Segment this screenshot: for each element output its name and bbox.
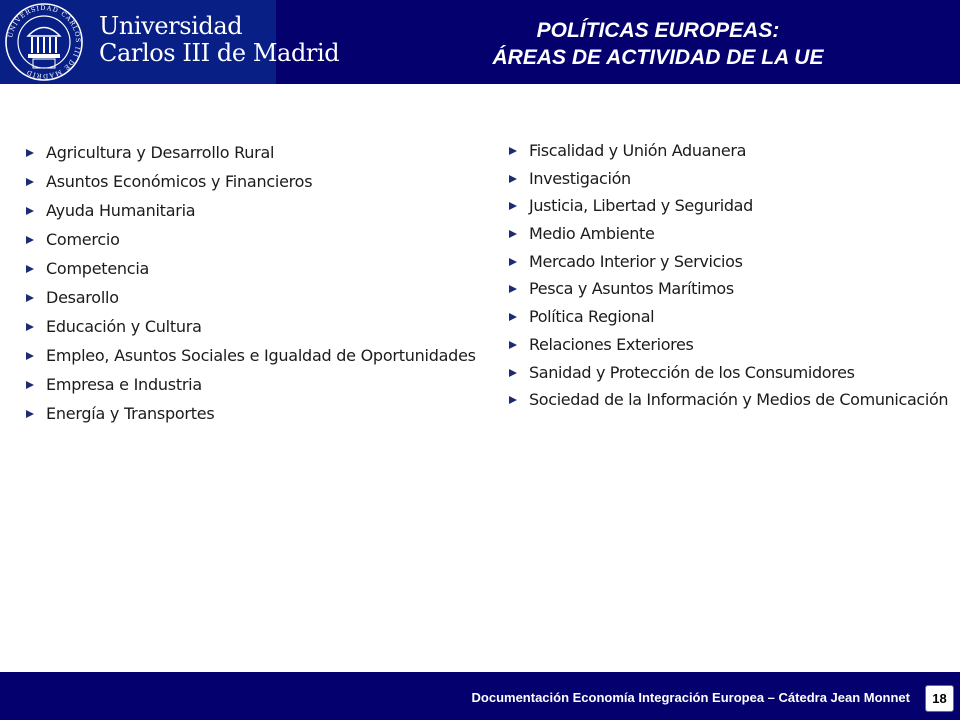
list-item bbox=[507, 224, 948, 252]
bullet-arrow-icon bbox=[509, 175, 517, 183]
page-number: 18 bbox=[925, 685, 954, 712]
bullet-arrow-icon bbox=[26, 323, 34, 331]
list-item bbox=[24, 346, 476, 375]
university-name-line1: Universidad bbox=[99, 12, 243, 40]
bullet-arrow-icon bbox=[26, 265, 34, 273]
list-item-label: Sanidad y Protección de los Consumidores bbox=[529, 362, 855, 382]
list-item-label: Energía y Transportes bbox=[46, 404, 215, 423]
bullet-arrow-icon bbox=[26, 294, 34, 302]
list-item-label: Comercio bbox=[46, 230, 120, 249]
bullet-arrow-icon bbox=[509, 147, 517, 155]
list-item bbox=[24, 143, 476, 172]
list-item-label: Agricultura y Desarrollo Rural bbox=[46, 143, 275, 162]
list-item bbox=[24, 230, 476, 259]
slide-title-line2: ÁREAS DE ACTIVIDAD DE LA UE bbox=[492, 46, 824, 69]
list-item-label: Relaciones Exteriores bbox=[529, 334, 694, 354]
list-item bbox=[507, 141, 948, 169]
university-seal-icon bbox=[3, 1, 85, 83]
slide-header bbox=[0, 0, 960, 84]
list-item-label: Educación y Cultura bbox=[46, 317, 202, 336]
activity-areas-list-left bbox=[24, 143, 476, 433]
list-item-label: Investigación bbox=[529, 168, 631, 188]
list-item bbox=[24, 317, 476, 346]
list-item bbox=[24, 201, 476, 230]
list-item bbox=[507, 335, 948, 363]
footer-caption: Documentación Economía Integración Europea – Cátedra Jean Monnet bbox=[471, 690, 910, 705]
list-item bbox=[507, 169, 948, 197]
list-item-label: Desarollo bbox=[46, 288, 119, 307]
list-item bbox=[24, 172, 476, 201]
bullet-arrow-icon bbox=[509, 285, 517, 293]
activity-areas-list-right bbox=[507, 141, 948, 418]
list-item-label: Competencia bbox=[46, 259, 150, 278]
bullet-arrow-icon bbox=[26, 207, 34, 215]
list-item-label: Ayuda Humanitaria bbox=[46, 201, 196, 220]
slide-footer bbox=[0, 672, 960, 720]
list-item bbox=[507, 390, 948, 418]
bullet-arrow-icon bbox=[26, 236, 34, 244]
bullet-arrow-icon bbox=[509, 396, 517, 404]
bullet-arrow-icon bbox=[509, 313, 517, 321]
bullet-arrow-icon bbox=[26, 410, 34, 418]
university-name-line2: Carlos III de Madrid bbox=[99, 39, 340, 67]
list-item bbox=[507, 196, 948, 224]
list-item bbox=[24, 288, 476, 317]
list-item bbox=[24, 404, 476, 433]
list-item-label: Mercado Interior y Servicios bbox=[529, 251, 743, 271]
bullet-arrow-icon bbox=[26, 178, 34, 186]
slide-title-line1: POLÍTICAS EUROPEAS: bbox=[536, 19, 780, 42]
list-item-label: Sociedad de la Información y Medios de Comunicación bbox=[529, 390, 949, 410]
seal-text: UNIVERSIDAD CARLOS III DE MADRID bbox=[6, 3, 83, 81]
bullet-arrow-icon bbox=[26, 381, 34, 389]
list-item-label: Justicia, Libertad y Seguridad bbox=[529, 196, 753, 216]
list-item-label: Pesca y Asuntos Marítimos bbox=[529, 279, 734, 299]
list-item bbox=[507, 252, 948, 280]
slide-title bbox=[378, 17, 938, 71]
list-item bbox=[507, 363, 948, 391]
list-item-label: Medio Ambiente bbox=[529, 224, 655, 244]
bullet-arrow-icon bbox=[509, 341, 517, 349]
list-item-label: Política Regional bbox=[529, 307, 655, 327]
university-logo-area bbox=[0, 0, 340, 84]
bullet-arrow-icon bbox=[26, 149, 34, 157]
university-name bbox=[99, 13, 339, 67]
list-item-label: Empleo, Asuntos Sociales e Igualdad de Oportunidades bbox=[46, 346, 476, 365]
bullet-arrow-icon bbox=[26, 352, 34, 360]
bullet-arrow-icon bbox=[509, 369, 517, 377]
bullet-arrow-icon bbox=[509, 202, 517, 210]
list-item bbox=[507, 307, 948, 335]
list-item-label: Fiscalidad y Unión Aduanera bbox=[529, 141, 747, 160]
list-item bbox=[507, 279, 948, 307]
list-item-label: Asuntos Económicos y Financieros bbox=[46, 172, 313, 191]
list-item-label: Empresa e Industria bbox=[46, 375, 202, 394]
bullet-arrow-icon bbox=[509, 230, 517, 238]
list-item bbox=[24, 259, 476, 288]
bullet-arrow-icon bbox=[509, 258, 517, 266]
list-item bbox=[24, 375, 476, 404]
